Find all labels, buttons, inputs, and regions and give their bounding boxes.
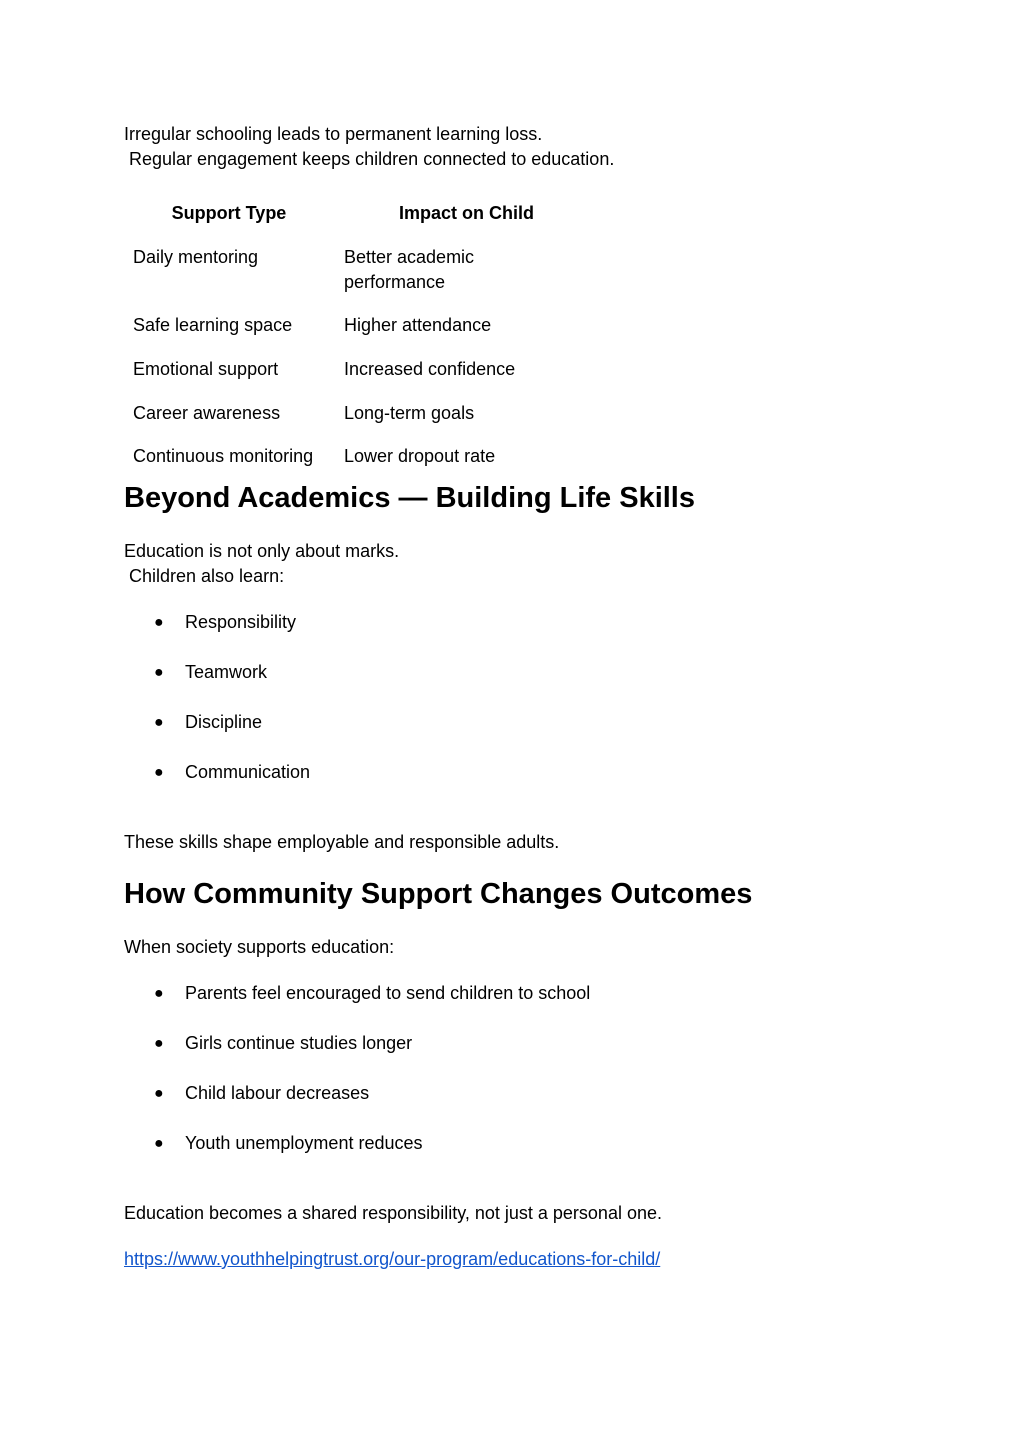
bullet-icon: ●: [154, 1035, 164, 1052]
table-cell-support: Continuous monitoring: [133, 446, 314, 466]
section-heading-life-skills: Beyond Academics — Building Life Skills: [124, 482, 695, 514]
life-skills-intro-line-2: Children also learn:: [124, 566, 285, 586]
bullet-icon: ●: [154, 764, 164, 781]
bullet-icon: ●: [154, 664, 164, 681]
source-link[interactable]: https://www.youthhelpingtrust.org/our-program/educations-for-child/: [124, 1249, 661, 1269]
table-cell-impact: Lower dropout rate: [344, 446, 496, 466]
community-support-closing: Education becomes a shared responsibility, not just a personal one.: [124, 1203, 662, 1223]
table-cell-support: Emotional support: [133, 359, 279, 379]
document-page: Irregular schooling leads to permanent learning loss. Regular engagement keeps children connected to education. Support Type Impact on Child Daily mentoring Better academic performance Safe learning space Higher attendance Emotional support Increased confidence Career awareness Long-term goals Continuous monitoring Lower dropout rate Beyond Academics — Building Life Skills Education is not only about marks. Children also learn: ● Responsibility ● Teamwork ● Discipline ● Communication These skills shape employable and responsible adults. How Community Support Changes Outcomes When society supports education: ● Parents feel encouraged to send children to school ● Girls continue studies longer ● Child labour decreases ● Youth unemployment reduces Education becomes a shared responsibility, not just a personal one. https://www.youthhelpingtrust.org/our-program/educations-for-child/: [0, 0, 1024, 1446]
table-cell-support: Career awareness: [133, 403, 281, 423]
section-heading-community-support: How Community Support Changes Outcomes: [124, 878, 753, 910]
life-skills-intro-line-1: Education is not only about marks.: [124, 541, 400, 561]
life-skills-closing: These skills shape employable and responsible adults.: [124, 832, 560, 852]
table-cell-support: Daily mentoring: [133, 247, 259, 267]
intro-line-1: Irregular schooling leads to permanent learning loss.: [124, 124, 543, 144]
bullet-icon: ●: [154, 714, 164, 731]
bullet-icon: ●: [154, 985, 164, 1002]
bullet-icon: ●: [154, 1085, 164, 1102]
table-cell-impact: Long-term goals: [344, 403, 475, 423]
table-cell-impact: Higher attendance: [344, 315, 492, 335]
table-cell-impact: Better academic performance: [344, 247, 475, 292]
bullet-icon: ●: [154, 614, 164, 631]
community-support-intro: When society supports education:: [124, 937, 395, 957]
bullet-icon: ●: [154, 1135, 164, 1152]
table-header-support-type: Support Type: [171, 203, 287, 223]
table-header-impact-on-child: Impact on Child: [399, 203, 534, 223]
intro-line-2: Regular engagement keeps children connected to education.: [124, 149, 615, 169]
table-cell-impact: Increased confidence: [344, 359, 516, 379]
table-cell-support: Safe learning space: [133, 315, 293, 335]
